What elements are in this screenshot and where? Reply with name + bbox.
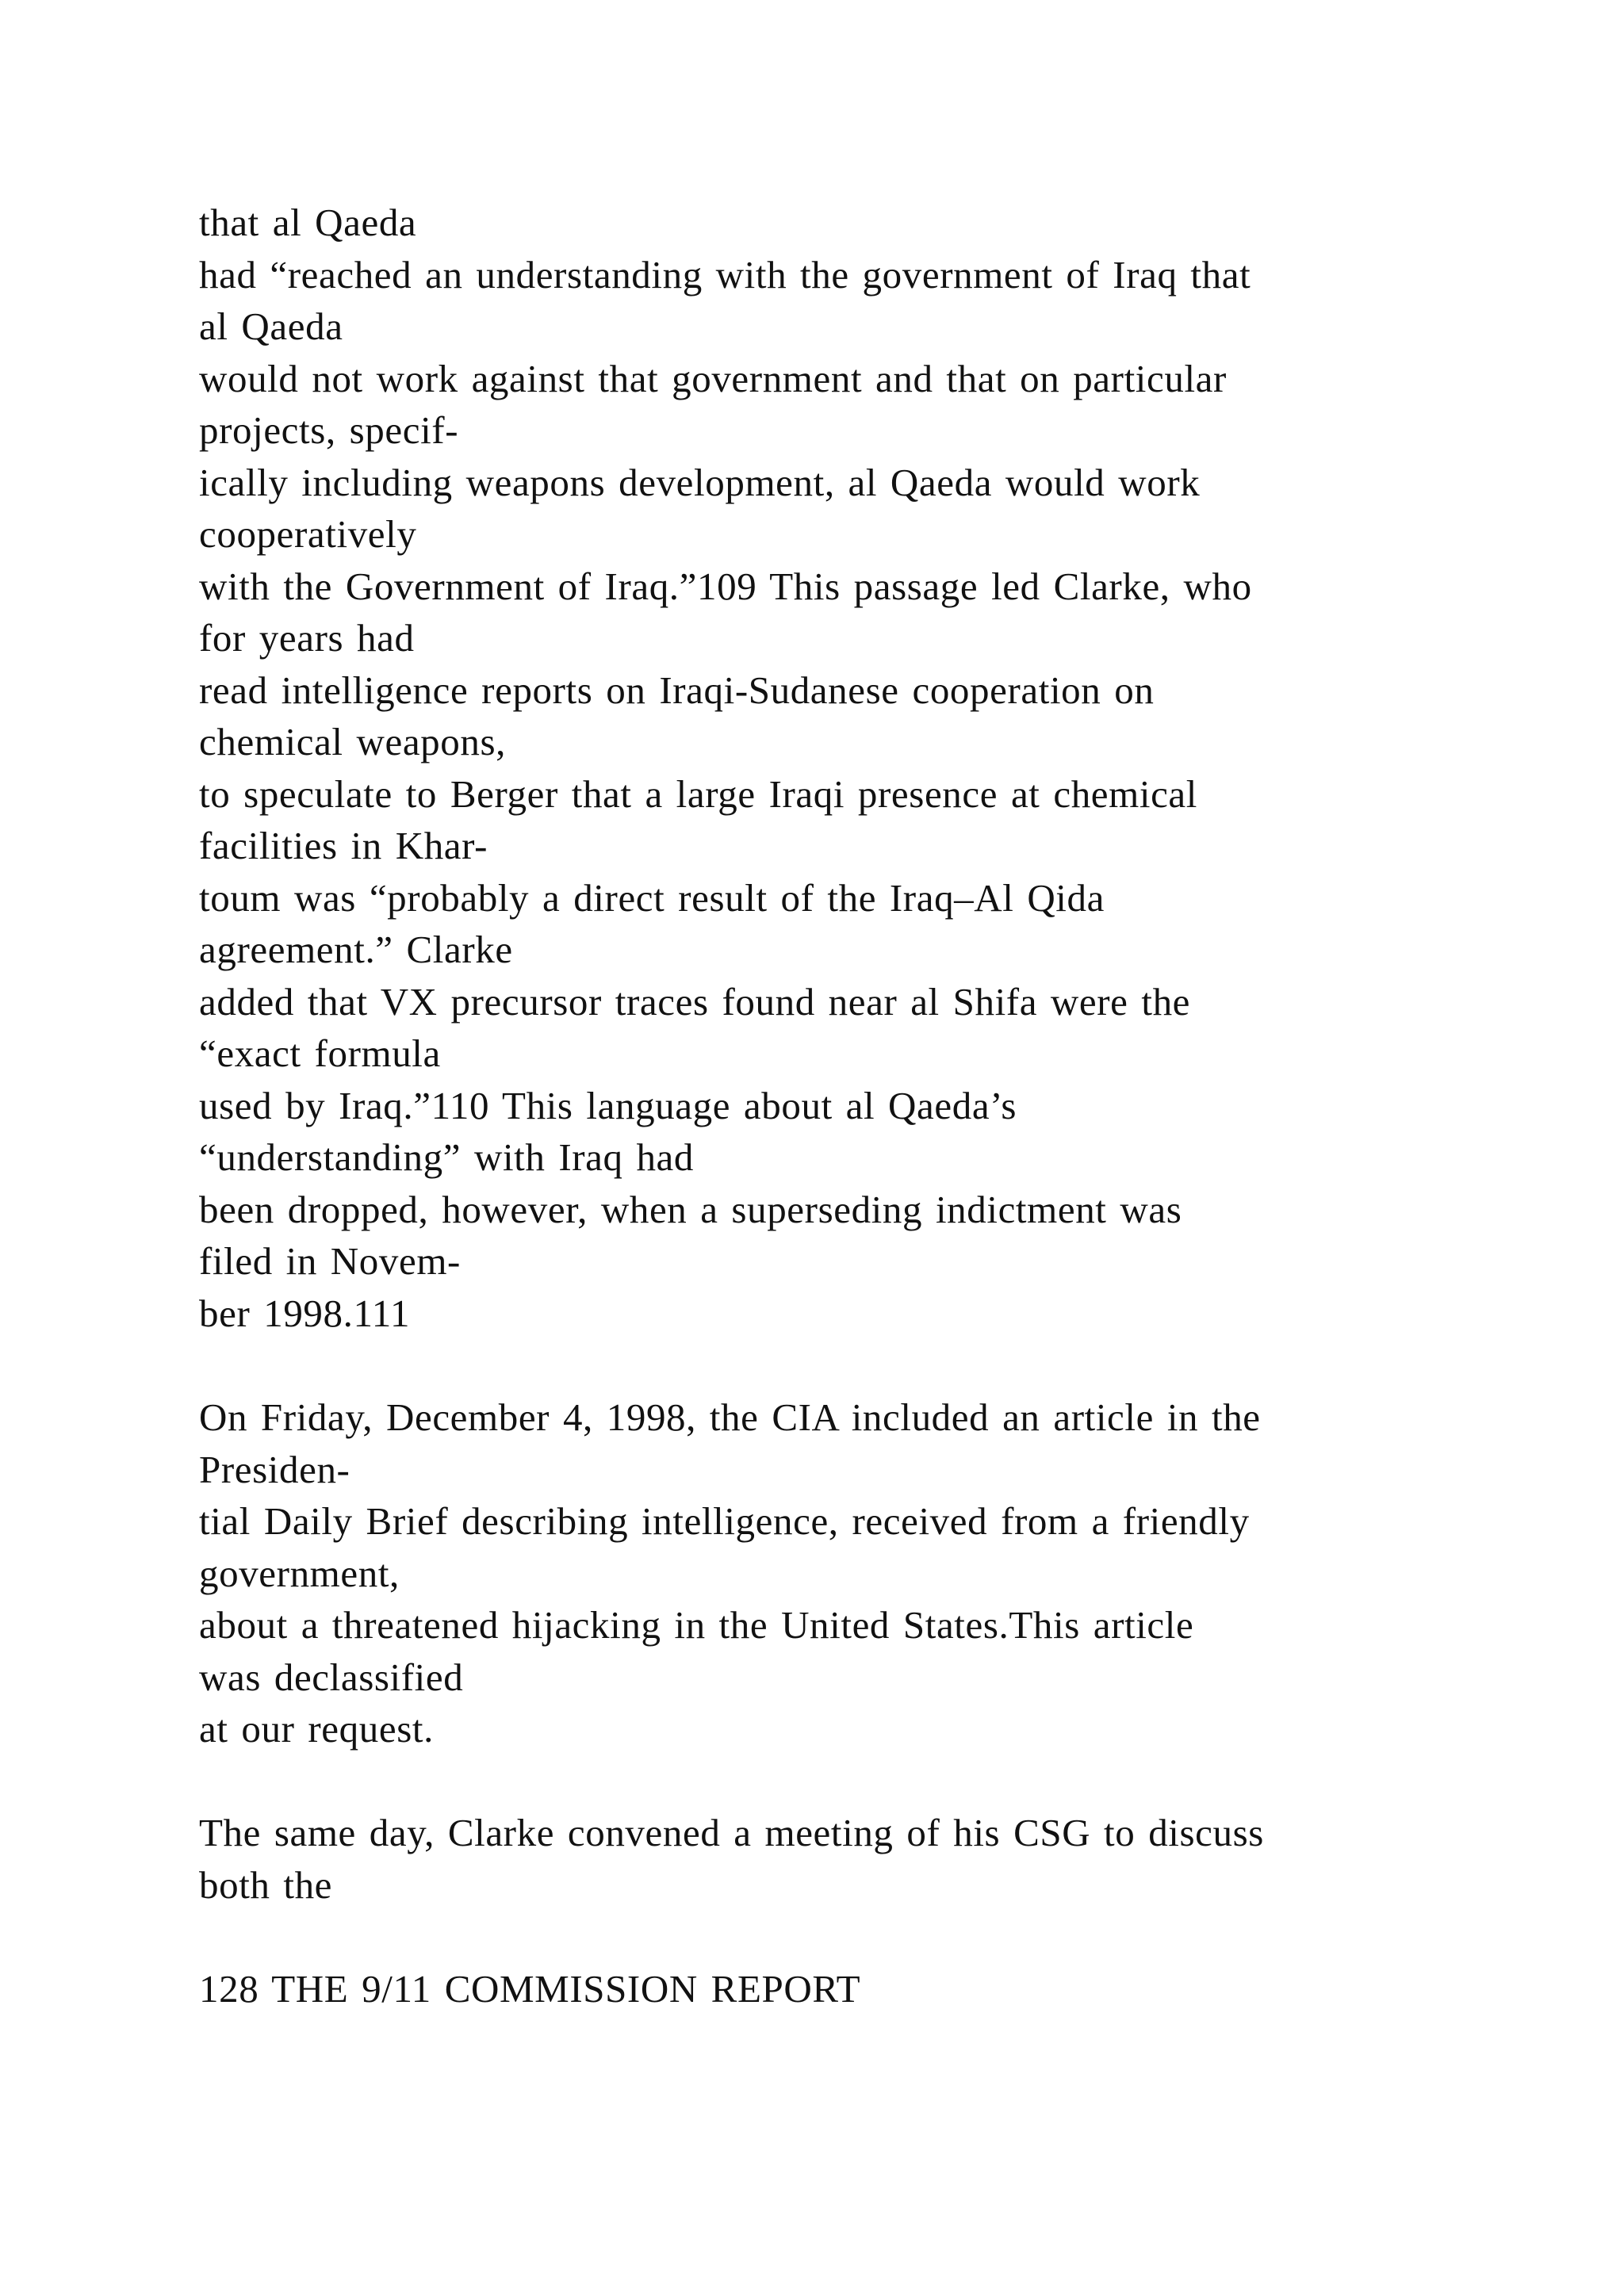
text-line: read intelligence reports on Iraqi-Sudanese cooperation on [199,668,1155,712]
text-line: facilities in Khar- [199,824,488,867]
text-line: been dropped, however, when a superseding indictment was [199,1187,1182,1231]
paragraph [199,197,1452,1339]
text-line: government, [199,1551,400,1595]
text-line: projects, specif- [199,408,459,452]
text-line: On Friday, December 4, 1998, the CIA included an article in the [199,1395,1261,1439]
text-line: for years had [199,616,415,660]
text-line: cooperatively [199,512,417,556]
text-line: added that VX precursor traces found near al Shifa were the [199,979,1191,1024]
text-line: filed in Novem- [199,1239,461,1283]
text-line: tial Daily Brief describing intelligence, received from a friendly [199,1499,1250,1543]
text-line: had “reached an understanding with the government of Iraq that [199,252,1251,297]
text-line: both the [199,1862,333,1907]
text-line: toum was “probably a direct result of the Iraq–Al Qida [199,875,1105,920]
text-line: “understanding” with Iraq had [199,1135,695,1179]
text-line: agreement.” Clarke [199,928,513,971]
footer-text: 128 THE 9/11 COMMISSION REPORT [199,1967,861,2011]
text-line: at our request. [199,1707,434,1751]
text-line: to speculate to Berger that a large Iraqi presence at chemical [199,771,1197,816]
text-line: was declassified [199,1655,464,1699]
text-line: ically including weapons development, al Qaeda would work [199,460,1201,504]
text-line: ber 1998.111 [199,1291,411,1335]
text-line: Presiden- [199,1447,350,1491]
text-line: about a threatened hijacking in the United States.This article [199,1603,1194,1647]
text-line: al Qaeda [199,304,343,348]
paragraph [199,1391,1452,1755]
text-line: would not work against that government and that on particular [199,356,1227,400]
page-footer [199,1963,1452,2015]
paragraph [199,1807,1452,1911]
text-line: The same day, Clarke convened a meeting of his CSG to discuss [199,1811,1264,1854]
text-line: used by Iraq.”110 This language about al Qaeda’s [199,1083,1017,1127]
text-line: chemical weapons, [199,720,506,763]
text-line: that al Qaeda [199,201,417,244]
text-line: “exact formula [199,1031,441,1075]
text-line: with the Government of Iraq.”109 This passage led Clarke, who [199,564,1252,608]
